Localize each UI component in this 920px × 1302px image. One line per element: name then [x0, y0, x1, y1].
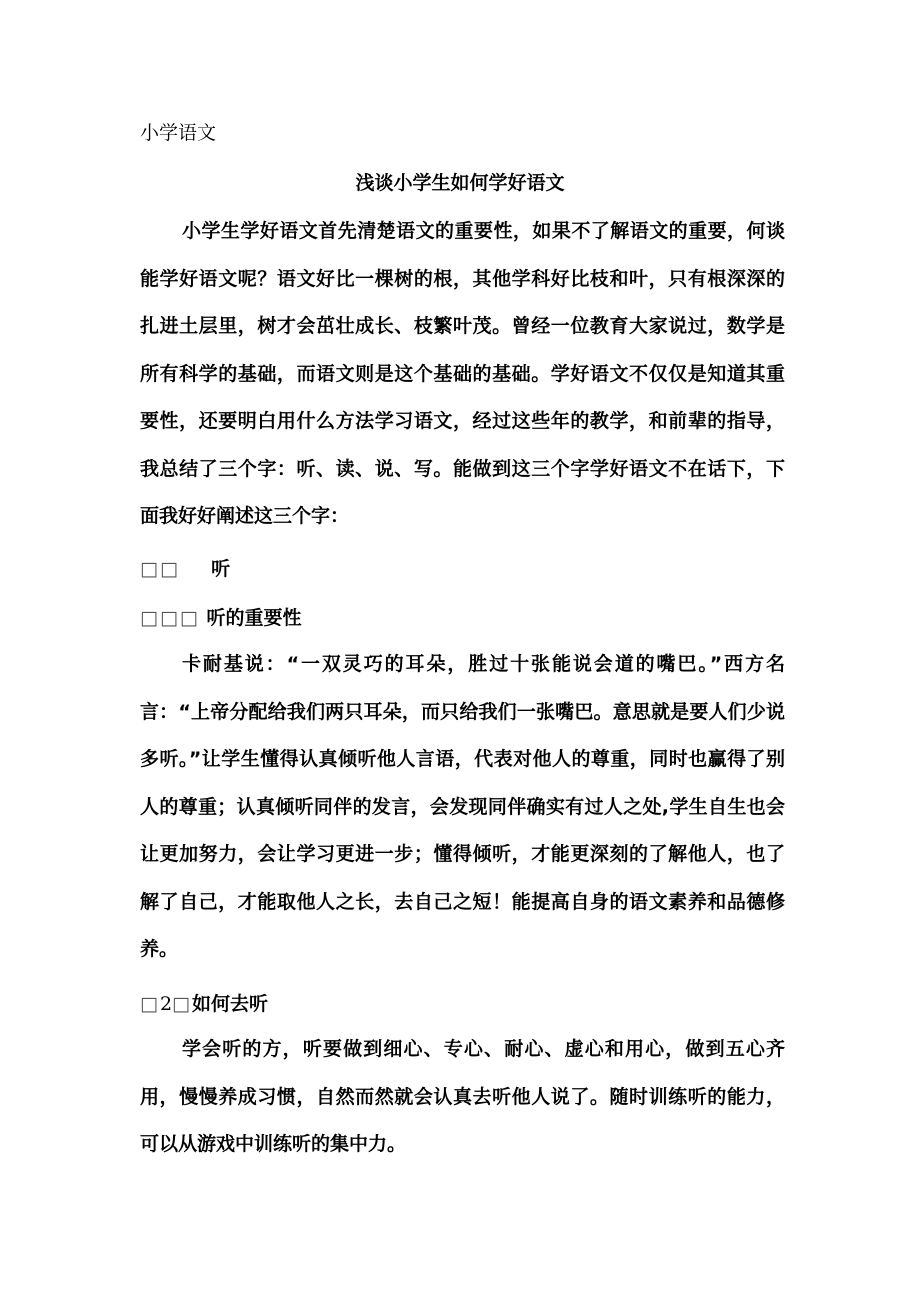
- subsection-heading-importance: [140, 603, 302, 633]
- subsection-heading-label: 如何去听: [192, 993, 269, 1015]
- section-heading-label: 听: [211, 558, 231, 580]
- paragraph-how-to-listen: 学会听的方，听要做到细心、专心、耐心、虚心和用心，做到五心齐用，慢慢养成习惯，自然而然就会认真去听他人说了。随时训练听的能力，可以从游戏中训练听的集中力。: [140, 1038, 785, 1155]
- section-heading-listen: [140, 554, 230, 584]
- bullet-marker: □□: [140, 558, 180, 580]
- bullet-marker-close: □: [172, 993, 192, 1015]
- subsection-heading-label: 听的重要性: [206, 607, 302, 629]
- paragraph-importance: 卡耐基说：“一双灵巧的耳朵，胜过十张能说会道的嘴巴。”西方名言：“上帝分配给我们两只耳朵，而只给我们一张嘴巴。意思就是要人们少说多听。”让学生懂得认真倾听他人言语，代表对他人的尊重，同时也赢得了别人的尊重；认真倾听同伴的发言，会发现同伴确实有过人之处,学生自生也会让更加努力，会让学习更进一步；懂得倾听，才能更深刻的了解他人，也了解了自己，才能取他人之长，去自己之短！能提高自身的语文素养和品德修养。: [140, 653, 785, 960]
- document-title: 浅谈小学生如何学好语文: [355, 172, 565, 194]
- subsection-heading-how-to-listen: [140, 989, 268, 1019]
- header-label: 小学语文: [140, 122, 217, 144]
- subsection-number: 2: [159, 993, 173, 1015]
- paragraph-intro: 小学生学好语文首先清楚语文的重要性，如果不了解语文的重要，何谈能学好语文呢？语文好比一棵树的根，其他学科好比枝和叶，只有根深深的扎进土层里，树才会茁壮成长、枝繁叶茂。曾经一位教育大家说过，数学是所有科学的基础，而语文则是这个基础的基础。学好语文不仅仅是知道其重要性，还要明白用什么方法学习语文，经过这些年的教学，和前辈的指导，我总结了三个字：听、读、说、写。能做到这三个字学好语文不在话下，下面我好好阐述这三个字：: [140, 220, 785, 527]
- bullet-marker: □□□: [140, 607, 200, 629]
- bullet-marker-open: □: [140, 993, 160, 1015]
